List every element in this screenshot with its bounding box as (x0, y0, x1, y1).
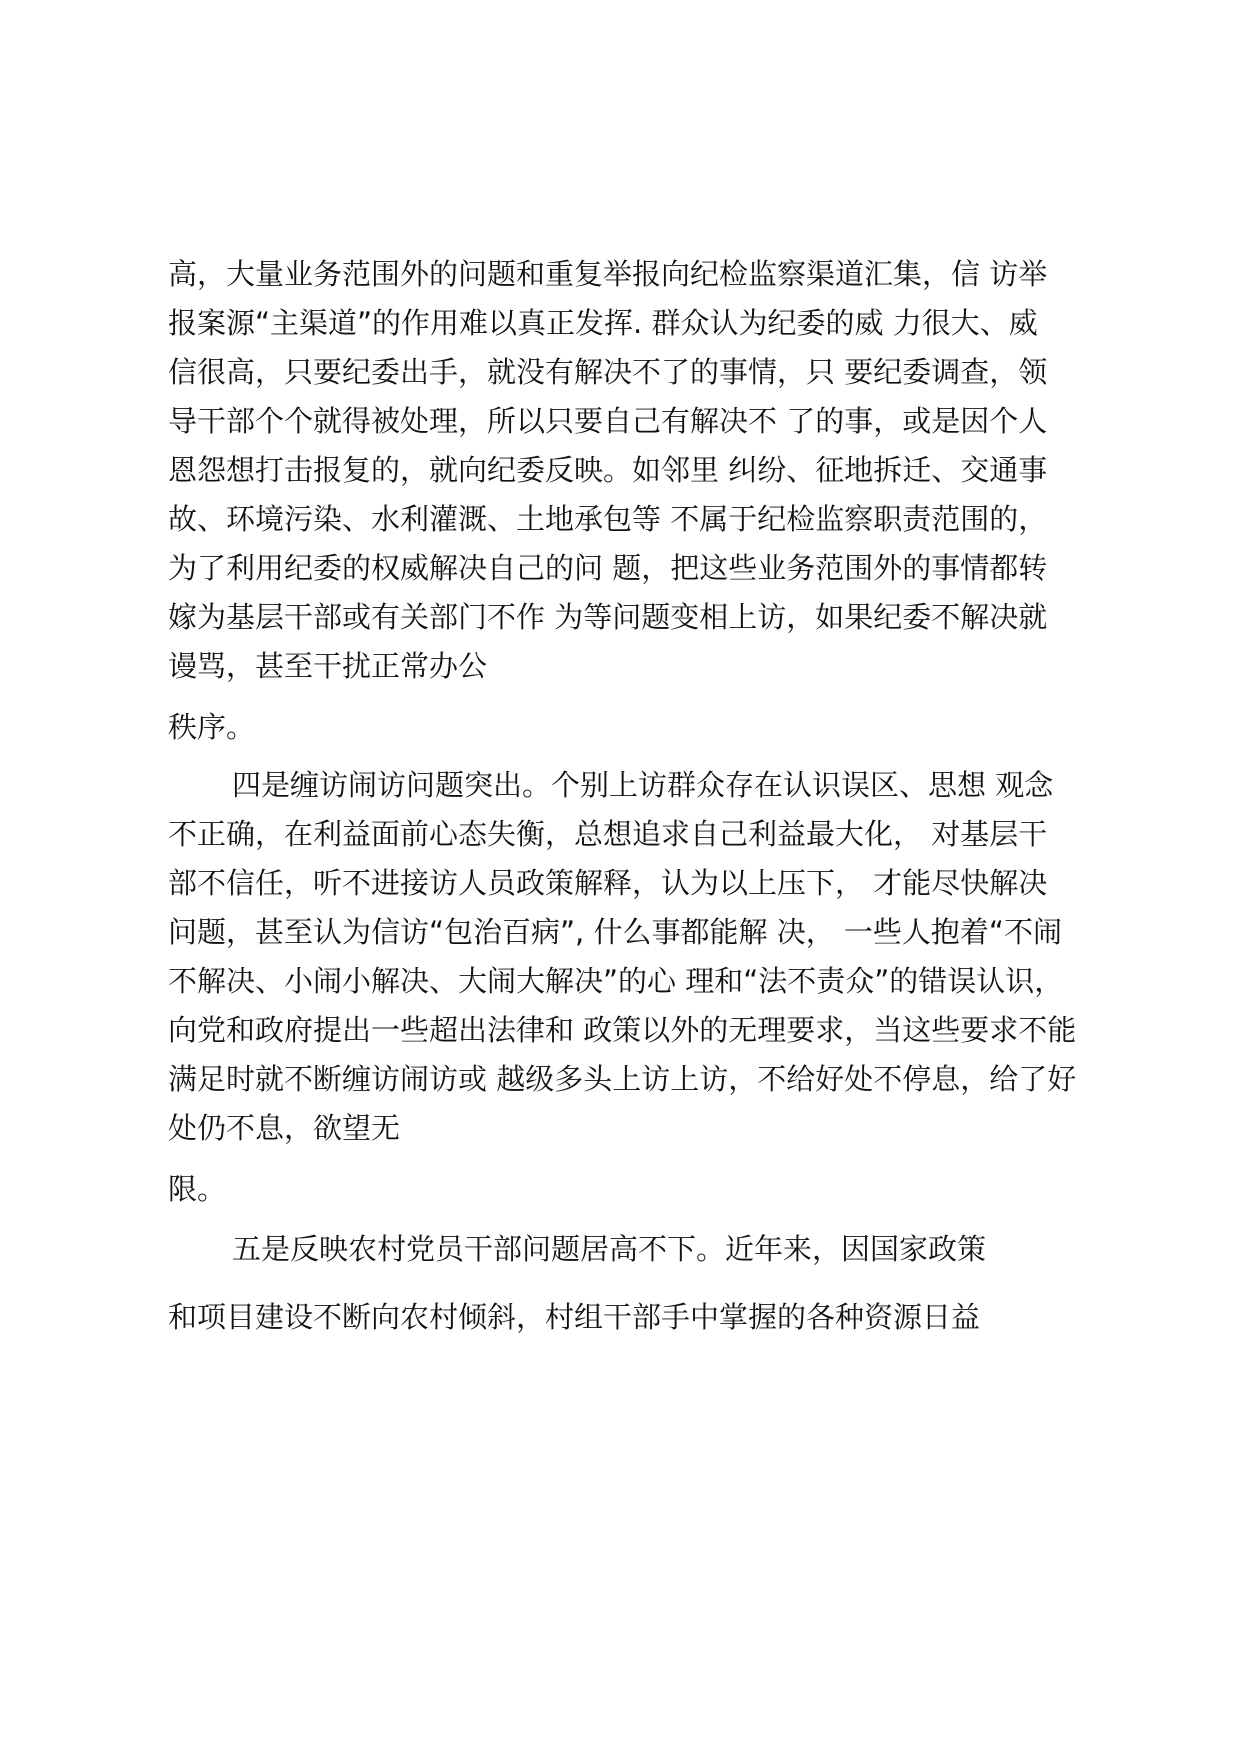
text-line: 恩怨想打击报复的，就向纪委反映。如邻里 纠纷、征地拆迁、交通事 (168, 453, 1048, 487)
text-line: 限。 (168, 1172, 227, 1206)
text-line: 导干部个个就得被处理，所以只要自己有解决不 了的事，或是因个人 (168, 404, 1048, 438)
text-line: 不解决、小闹小解决、大闹大解决”的心 理和“法不责众”的错误认识， (168, 964, 1064, 998)
text-line: 问题，甚至认为信访“包治百病”, 什么事都能解 决， 一些人抱着“不闹 (168, 915, 1062, 949)
text-line: 信很高，只要纪委出手，就没有解决不了的事情，只 要纪委调查，领 (168, 355, 1048, 389)
text-line: 谩骂，甚至干扰正常办公 (168, 649, 488, 683)
text-line: 不正确，在利益面前心态失衡，总想追求自己利益最大化， 对基层干 (168, 817, 1048, 851)
text-line: 处仍不息，欲望无 (168, 1111, 401, 1145)
text-line: 为了利用纪委的权威解决自己的问 题，把这些业务范围外的事情都转 (168, 551, 1048, 585)
text-line: 秩序。 (168, 710, 256, 744)
text-line: 和项目建设不断向农村倾斜，村组干部手中掌握的各种资源日益 (168, 1300, 981, 1334)
paragraph-start-line: 五是反映农村党员干部问题居高不下。近年来，因国家政策 (232, 1232, 987, 1266)
paragraph-start-line: 四是缠访闹访问题突出。个别上访群众存在认识误区、思想 观念 (232, 768, 1054, 802)
text-line: 部不信任，听不进接访人员政策解释，认为以上压下， 才能尽快解决 (168, 866, 1048, 900)
text-line: 故、环境污染、水利灌溉、土地承包等 不属于纪检监察职责范围的， (168, 502, 1048, 536)
text-line: 向党和政府提出一些超出法律和 政策以外的无理要求，当这些要求不能 (168, 1013, 1077, 1047)
text-line: 满足时就不断缠访闹访或 越级多头上访上访，不给好处不停息，给了好 (168, 1062, 1077, 1096)
text-line: 报案源“主渠道”的作用难以真正发挥. 群众认为纪委的威 力很大、威 (168, 306, 1038, 340)
text-line: 高，大量业务范围外的问题和重复举报向纪检监察渠道汇集，信 访举 (168, 257, 1048, 291)
text-line: 嫁为基层干部或有关部门不作 为等问题变相上访，如果纪委不解决就 (168, 600, 1048, 634)
